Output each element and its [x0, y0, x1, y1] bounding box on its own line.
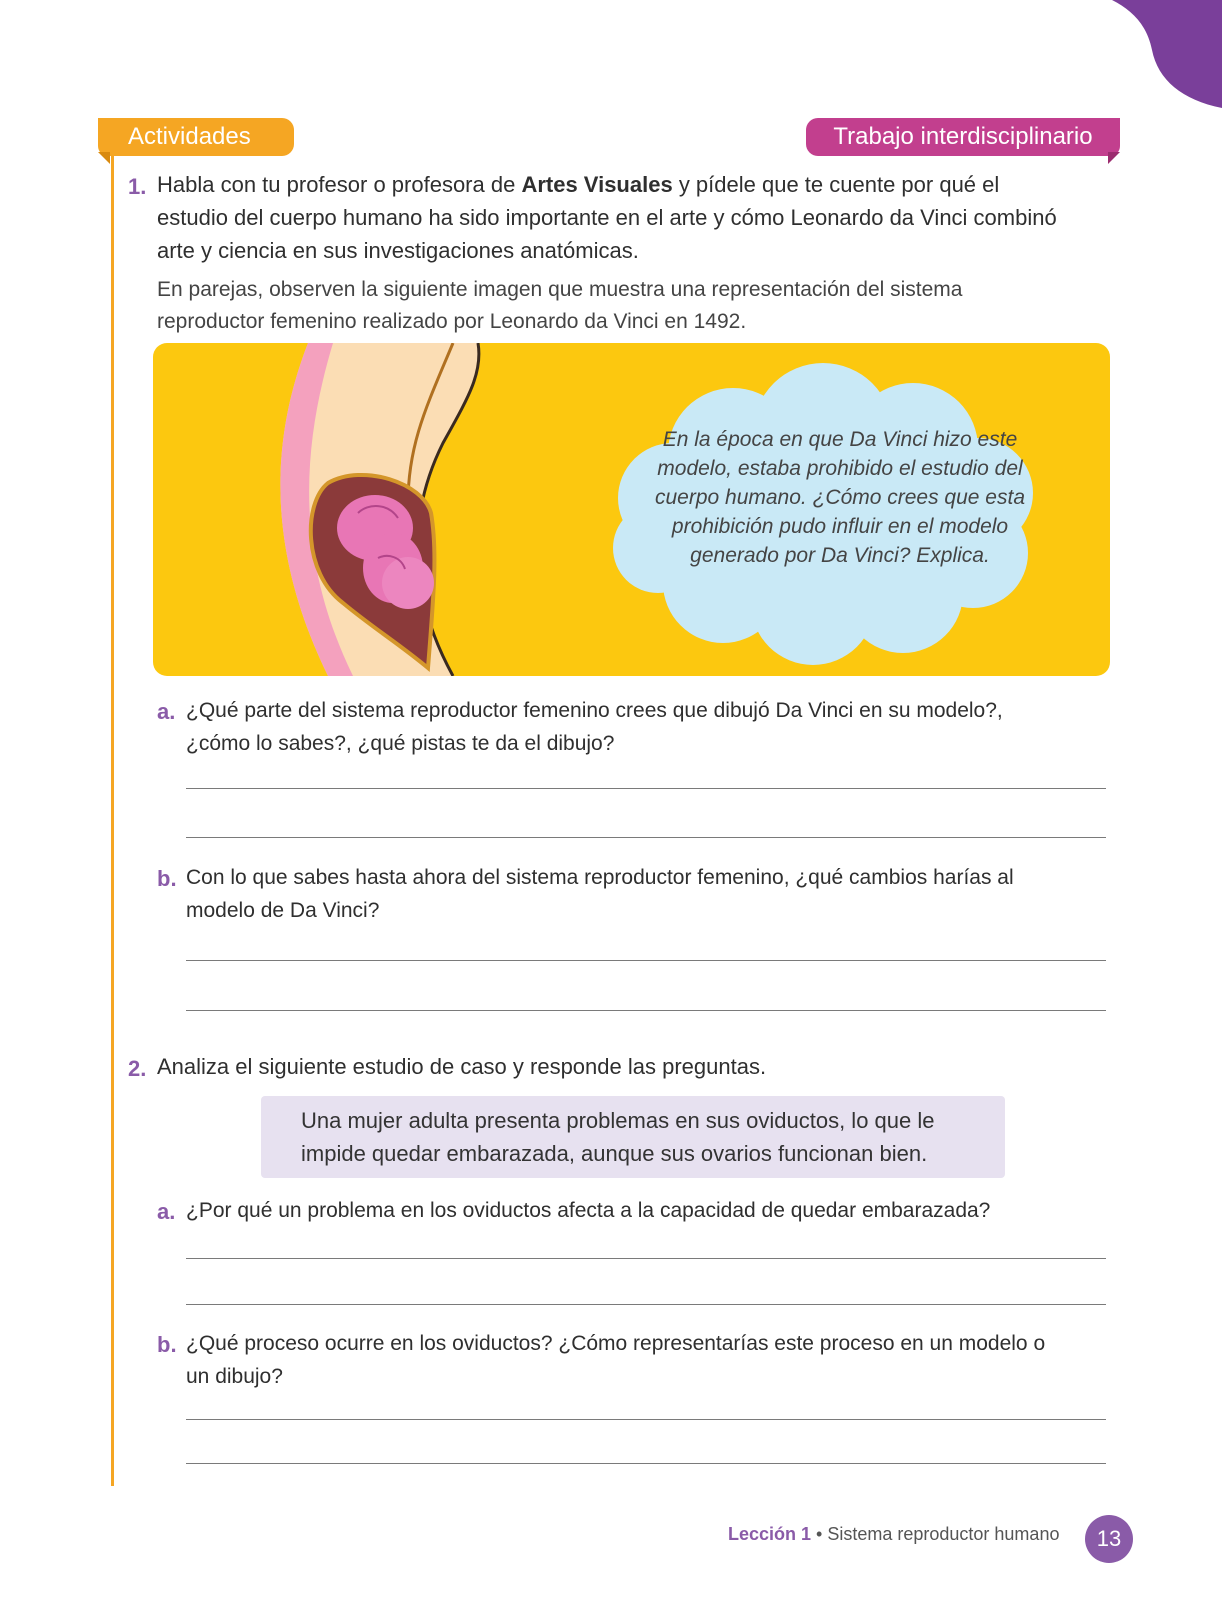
activities-tag-tail — [98, 152, 110, 164]
answer-line[interactable] — [186, 1010, 1106, 1011]
answer-line[interactable] — [186, 1419, 1106, 1420]
activity-1-number: 1. — [128, 174, 147, 199]
question-2b-text: ¿Qué proceso ocurre en los oviductos? ¿Cómo representarías este proceso en un modelo o un dibujo? — [186, 1332, 1046, 1388]
artes-visuales-label: Artes Visuales — [521, 172, 673, 197]
answer-line[interactable] — [186, 1304, 1106, 1305]
activities-tag: Actividades — [98, 118, 294, 156]
question-2a-letter: a. — [157, 1199, 176, 1224]
activities-side-bar — [111, 156, 114, 1486]
answer-line[interactable] — [186, 1463, 1106, 1464]
activity-2-instruction: Analiza el siguiente estudio de caso y responde las preguntas. — [157, 1054, 767, 1079]
footer-lesson: Lección 1 • Sistema reproductor humano — [728, 1524, 1060, 1544]
answer-line[interactable] — [186, 788, 1106, 789]
corner-decoration — [1092, 0, 1222, 115]
question-1a-text: ¿Qué parte del sistema reproductor femenino crees que dibujó Da Vinci en su modelo?, ¿cómo lo sabes?, ¿qué pistas te da el dibujo? — [186, 699, 1003, 755]
interdisciplinary-tag: Trabajo interdisciplinario — [806, 118, 1120, 156]
activity-1-intro: En parejas, observen la siguiente imagen que muestra una representación del sistema reproductor femenino realizado por Leonardo da Vinci en 1492. — [157, 278, 963, 333]
cloud-question: En la época en que Da Vinci hizo este modelo, estaba prohibido el estudio del cuerpo humano. ¿Cómo crees que esta prohibición pudo influir en el modelo generado por Da Vinci? Explica. — [654, 428, 1026, 567]
question-2a-text: ¿Por qué un problema en los oviductos afecta a la capacidad de quedar embarazada? — [186, 1199, 991, 1222]
question-1b-letter: b. — [157, 866, 177, 891]
question-1b-text: Con lo que sabes hasta ahora del sistema reproductor femenino, ¿qué cambios harías al modelo de Da Vinci? — [186, 866, 1014, 922]
answer-line[interactable] — [186, 837, 1106, 838]
interdisciplinary-tag-tail — [1108, 152, 1120, 164]
activity-2-number: 2. — [128, 1056, 147, 1081]
activity-1-instruction: Habla con tu profesor o profesora de Artes Visuales y pídele que te cuente por qué el estudio del cuerpo humano ha sido importante en el arte y cómo Leonardo da Vinci combinó arte y ciencia en sus investigaciones anatómicas. — [157, 172, 1057, 263]
question-2b-letter: b. — [157, 1332, 177, 1357]
page-number: 13 — [1085, 1515, 1133, 1563]
lesson-title: Sistema reproductor humano — [827, 1524, 1060, 1544]
question-1a-letter: a. — [157, 699, 176, 724]
answer-line[interactable] — [186, 1258, 1106, 1259]
case-study-box: Una mujer adulta presenta problemas en sus oviductos, lo que le impide quedar embarazada, aunque sus ovarios funcionan bien. — [261, 1096, 1005, 1178]
lesson-label: Lección 1 — [728, 1524, 812, 1544]
answer-line[interactable] — [186, 960, 1106, 961]
